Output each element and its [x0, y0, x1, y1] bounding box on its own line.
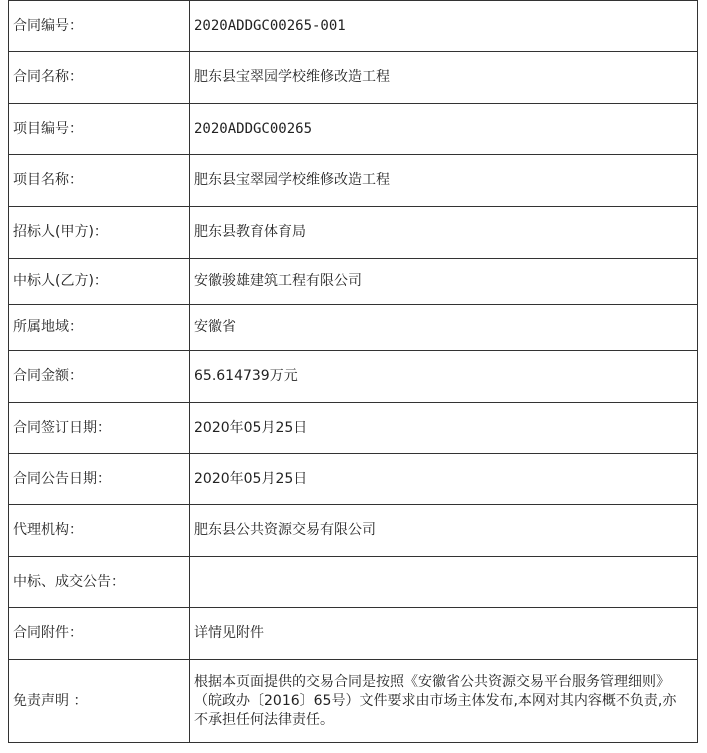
row-value-contract-name: 肥东县宝翠园学校维修改造工程 [190, 52, 698, 104]
row-label-project-number: 项目编号： [9, 104, 190, 155]
row-value-project-name: 肥东县宝翠园学校维修改造工程 [190, 155, 698, 207]
table-row [9, 505, 698, 557]
row-value-winning-bidder: 安徽骏雄建筑工程有限公司 [190, 259, 698, 305]
row-value-contract-number: 2020ADDGC00265-001 [190, 1, 698, 52]
table-row [9, 351, 698, 403]
table-row [9, 104, 698, 155]
row-value-disclaimer: 根据本页面提供的交易合同是按照《安徽省公共资源交易平台服务管理细则》（皖政办〔2016〕65号）文件要求由市场主体发布,本网对其内容概不负责,亦不承担任何法律责任。 [190, 660, 698, 743]
row-label-agency: 代理机构： [9, 505, 190, 557]
row-value-sign-date: 2020年05月25日 [190, 403, 698, 454]
row-label-announce-date: 合同公告日期： [9, 454, 190, 505]
row-value-region: 安徽省 [190, 305, 698, 351]
row-label-tenderer: 招标人(甲方)： [9, 207, 190, 259]
table-row [9, 454, 698, 505]
row-label-award-notice: 中标、成交公告： [9, 557, 190, 608]
contract-info-table [8, 0, 698, 743]
table-row [9, 660, 698, 743]
row-label-attachment: 合同附件： [9, 608, 190, 660]
row-label-project-name: 项目名称： [9, 155, 190, 207]
table-row [9, 259, 698, 305]
table-row [9, 207, 698, 259]
table-row [9, 403, 698, 454]
row-value-agency: 肥东县公共资源交易有限公司 [190, 505, 698, 557]
table-row [9, 1, 698, 52]
row-label-region: 所属地域： [9, 305, 190, 351]
row-label-winning-bidder: 中标人(乙方)： [9, 259, 190, 305]
row-value-tenderer: 肥东县教育体育局 [190, 207, 698, 259]
row-label-disclaimer: 免责声明 ： [9, 660, 190, 743]
table-row [9, 52, 698, 104]
row-label-sign-date: 合同签订日期： [9, 403, 190, 454]
table-row [9, 305, 698, 351]
row-label-contract-name: 合同名称： [9, 52, 190, 104]
row-value-announce-date: 2020年05月25日 [190, 454, 698, 505]
table-row [9, 155, 698, 207]
row-label-contract-number: 合同编号： [9, 1, 190, 52]
table-row [9, 557, 698, 608]
row-label-contract-amount: 合同金额： [9, 351, 190, 403]
table-row [9, 608, 698, 660]
row-value-award-notice [190, 557, 698, 608]
row-value-project-number: 2020ADDGC00265 [190, 104, 698, 155]
row-value-contract-amount: 65.614739万元 [190, 351, 698, 403]
row-value-attachment[interactable]: 详情见附件 [190, 608, 698, 660]
